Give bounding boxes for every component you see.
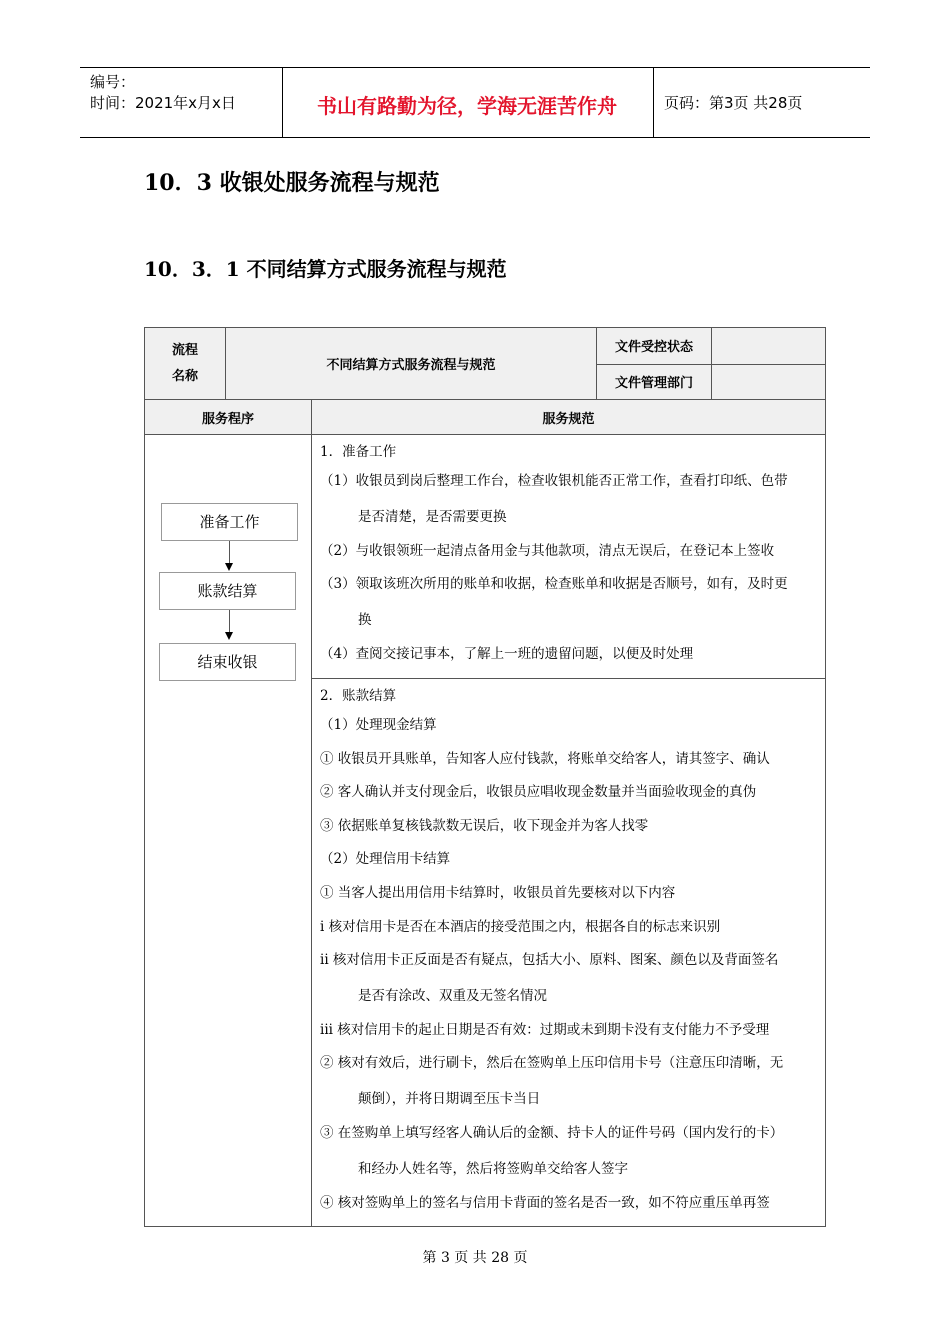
- arrow-down-icon: [225, 632, 233, 640]
- header-motto: 书山有路勤为径，学海无涯苦作舟: [317, 94, 617, 118]
- spec-line: （1）处理现金结算: [320, 717, 437, 733]
- flow-label-line1: 流程: [171, 342, 198, 358]
- spec-line: ii 核对信用卡正反面是否有疑点，包括大小、原料、图案、颜色以及背面签名: [320, 952, 779, 969]
- dept-label: 文件管理部门: [597, 364, 712, 400]
- spec-line: ③ 在签购单上填写经客人确认后的金额、持卡人的证件号码（国内发行的卡）: [320, 1124, 784, 1141]
- page-footer: 第 3 页 共 28 页: [422, 1250, 528, 1266]
- spec-line: iii 核对信用卡的起止日期是否有效：过期或未到期卡没有支付能力不予受理: [320, 1021, 770, 1038]
- spec-line: ② 核对有效后，进行刷卡，然后在签购单上压印信用卡号（注意压印清晰，无: [320, 1055, 784, 1072]
- spec-line: 是否清楚，是否需要更换: [358, 508, 507, 525]
- section-title: 10．3 收银处服务流程与规范: [144, 170, 440, 196]
- connector-line: [229, 541, 230, 563]
- header-page-number: 页码：第3页 共28页: [664, 94, 803, 112]
- step-box-prepare: 准备工作: [161, 503, 298, 541]
- spec-line: ③ 依据账单复核钱款数无误后，收下现金并为客人找零: [320, 817, 649, 834]
- status-value: [712, 328, 826, 365]
- col-header-steps: 服务程序: [145, 400, 312, 435]
- spec-line: 是否有涂改、双重及无签名情况: [358, 987, 547, 1004]
- flow-label-line2: 名称: [171, 368, 198, 384]
- page-header: [80, 67, 870, 138]
- spec-line: 2．账款结算: [320, 688, 397, 704]
- subsection-title: 10．3．1 不同结算方式服务流程与规范: [144, 257, 507, 281]
- flowchart-cell: [145, 435, 312, 1227]
- flow-name-value: 不同结算方式服务流程与规范: [226, 328, 597, 400]
- spec-section-settlement: [312, 679, 826, 1227]
- spec-line: ② 客人确认并支付现金后，收银员应唱收现金数量并当面验收现金的真伪: [320, 784, 757, 801]
- spec-line: （3）领取该班次所用的账单和收据，检查账单和收据是否顺号，如有，及时更: [320, 576, 788, 593]
- doc-number: 编号：: [90, 73, 136, 91]
- spec-line: ① 当客人提出用信用卡结算时，收银员首先要核对以下内容: [320, 884, 676, 901]
- step-box-finish: 结束收银: [159, 643, 296, 681]
- spec-line: 1．准备工作: [320, 444, 397, 460]
- spec-line: （2）处理信用卡结算: [320, 851, 451, 868]
- spec-line: （1）收银员到岗后整理工作台，检查收银机能否正常工作，查看打印纸、色带: [320, 473, 788, 489]
- col-header-spec: 服务规范: [312, 400, 826, 435]
- flow-name-label: [145, 328, 226, 400]
- spec-line: ① 收银员开具账单，告知客人应付钱款，将账单交给客人，请其签字、确认: [320, 750, 770, 767]
- connector-line: [229, 610, 230, 632]
- spec-line: 换: [358, 611, 372, 628]
- process-table: [144, 327, 826, 1227]
- status-label: 文件受控状态: [597, 328, 712, 365]
- spec-line: 和经办人姓名等，然后将签购单交给客人签字: [358, 1160, 628, 1177]
- spec-line: ④ 核对签购单上的签名与信用卡背面的签名是否一致，如不符应重压单再签: [320, 1194, 770, 1211]
- dept-value: [712, 364, 826, 400]
- header-divider: [653, 68, 654, 137]
- spec-line: （2）与收银领班一起清点备用金与其他款项，清点无误后，在登记本上签收: [320, 542, 775, 559]
- step-box-settlement: 账款结算: [159, 572, 296, 610]
- header-meta: [90, 72, 236, 114]
- doc-time: 时间：2021年x月x日: [90, 94, 236, 112]
- spec-section-prepare: [312, 435, 826, 679]
- arrow-down-icon: [225, 563, 233, 571]
- spec-line: 颠倒），并将日期调至压卡当日: [358, 1090, 541, 1107]
- spec-line: i 核对信用卡是否在本酒店的接受范围之内，根据各自的标志来识别: [320, 918, 721, 935]
- spec-line: （4）查阅交接记事本，了解上一班的遗留问题，以便及时处理: [320, 645, 694, 662]
